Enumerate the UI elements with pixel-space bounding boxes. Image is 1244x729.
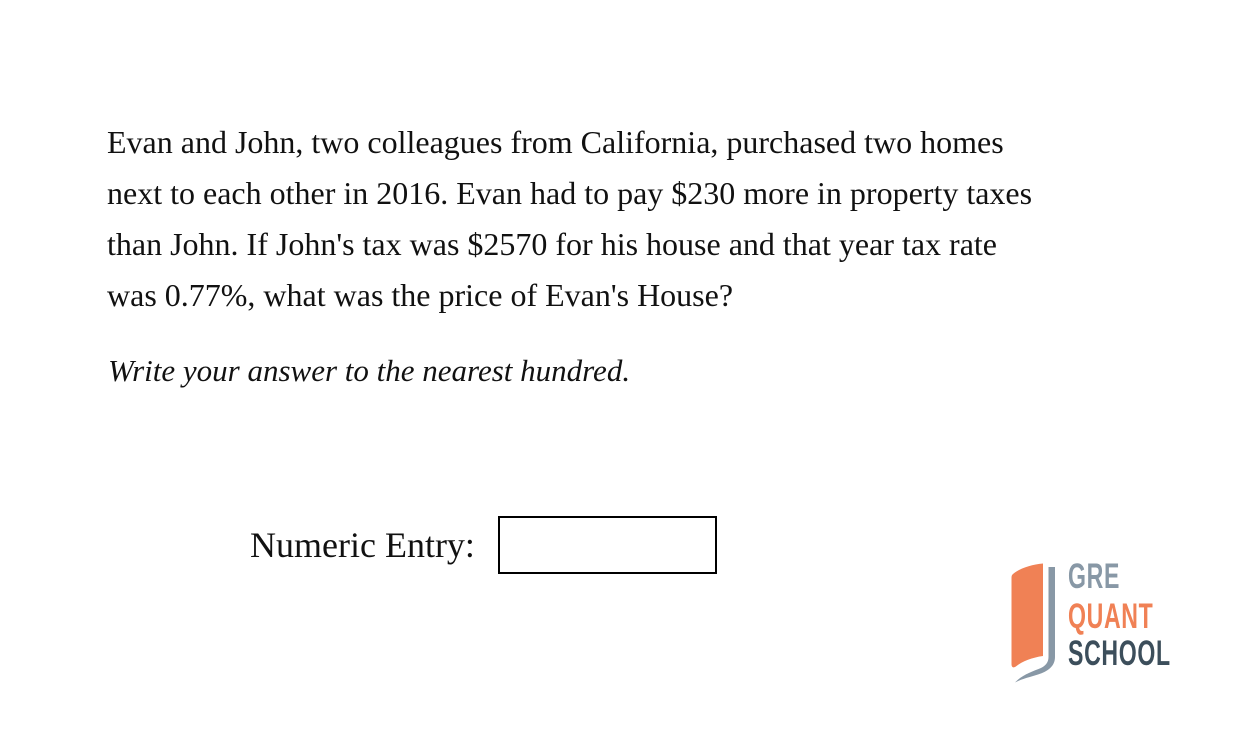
answer-instruction: Write your answer to the nearest hundred. [108,353,631,388]
logo-text-quant: QUANT [1068,597,1154,636]
gre-quant-school-logo [1002,556,1182,690]
numeric-entry-input[interactable] [498,516,717,574]
numeric-entry-label: Numeric Entry: [250,525,475,565]
question-line: was 0.77%, what was the price of Evan's House? [107,277,734,313]
question-line: next to each other in 2016. Evan had to pay $230 more in property taxes [107,175,1033,211]
book-front-page-shape [1012,564,1044,668]
open-book-icon [1002,556,1068,690]
question-line: than John. If John's tax was $2570 for his house and that year tax rate [107,226,997,262]
question-text [107,117,1032,321]
logo-text-gre: GRE [1068,557,1121,596]
logo-text-school: SCHOOL [1068,634,1171,673]
question-line: Evan and John, two colleagues from California, purchased two homes [107,124,1004,160]
